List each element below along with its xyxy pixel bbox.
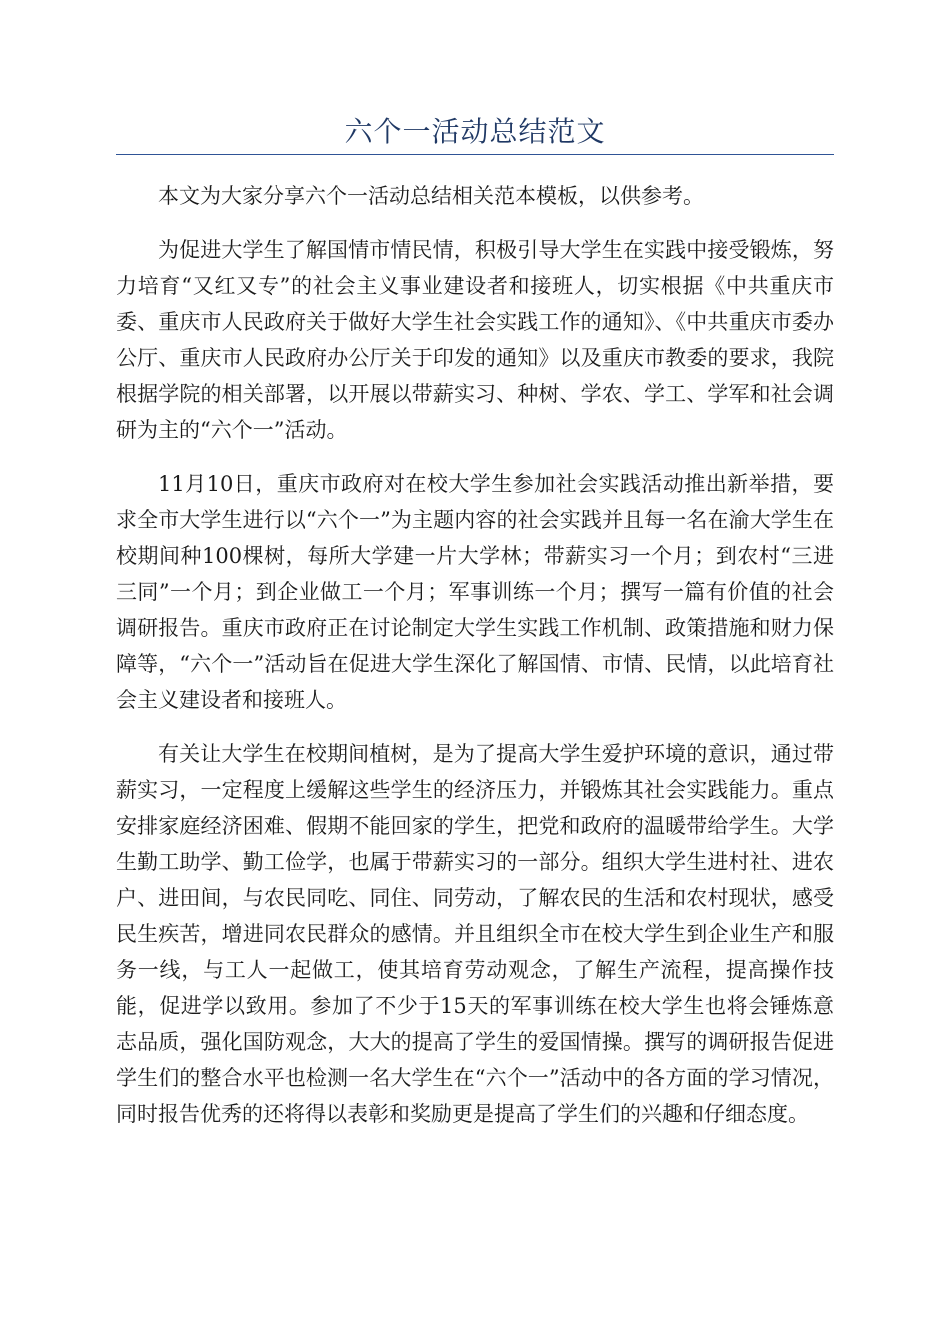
document-title: 六个一活动总结范文 [344,115,606,148]
title-underline [116,154,834,155]
paragraph-background: 为促进大学生了解国情市情民情，积极引导大学生在实践中接受锻炼，努力培育“又红又专”的社会主义事业建设者和接班人，切实根据《中共重庆市委、重庆市人民政府关于做好大学生社会实践工作的通知》、《中共重庆市委办公厅、重庆市人民政府办公厅关于印发的通知》以及重庆市教委的要求，我院根据学院的相关部署，以开展以带薪实习、种树、学农、学工、学军和社会调研为主的“六个一”活动。 [116,238,834,442]
paragraph-significance: 有关让大学生在校期间植树，是为了提高大学生爱护环境的意识，通过带薪实习，一定程度上缓解这些学生的经济压力，并锻炼其社会实践能力。重点安排家庭经济困难、假期不能回家的学生，把党和政府的温暖带给学生。大学生勤工助学、勤工俭学，也属于带薪实习的一部分。组织大学生进村社、进农户、进田间，与农民同吃、同住、同劳动，了解农民的生活和农村现状，感受民生疾苦，增进同农民群众的感情。并且组织全市在校大学生到企业生产和服务一线，与工人一起做工，使其培育劳动观念，了解生产流程，提高操作技能，促进学以致用。参加了不少于15天的军事训练在校大学生也将会锤炼意志品质，强化国防观念，大大的提高了学生的爱国情操。撰写的调研报告促进学生们的整合水平也检测一名大学生在“六个一”活动中的各方面的学习情况，同时报告优秀的还将得以表彰和奖励更是提高了学生们的兴趣和仔细态度。 [116,742,834,1126]
document-body [116,178,834,1150]
paragraph-intro: 本文为大家分享六个一活动总结相关范本模板，以供参考。 [158,184,704,208]
paragraph-measures: 11月10日，重庆市政府对在校大学生参加社会实践活动推出新举措，要求全市大学生进行以“六个一”为主题内容的社会实践并且每一名在渝大学生在校期间种100棵树，每所大学建一片大学林；带薪实习一个月；到农村“三进三同”一个月；到企业做工一个月；军事训练一个月；撰写一篇有价值的社会调研报告。重庆市政府正在讨论制定大学生实践工作机制、政策措施和财力保障等，“六个一”活动旨在促进大学生深化了解国情、市情、民情，以此培育社会主义建设者和接班人。 [116,472,834,712]
